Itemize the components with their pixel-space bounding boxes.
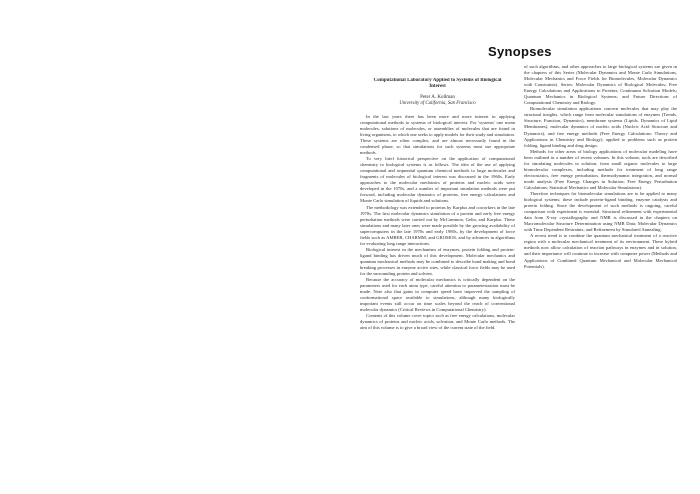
author-name: Peter A. Kollman [420, 94, 455, 100]
article-title: Computational Laboratory Applied to Systems of Biological Interest [373, 78, 502, 90]
right-column [524, 64, 677, 484]
paragraph: Because the accuracy of molecular mechanics is critically dependent on the parameters used for each atom type, careful attention to parameterization must be made. Note also that gains in computer speed have improved the sampling of conformational space available to simulations, although many biologically important events still occur on time scales beyond the reach of conventional molecular dynamics (Critical Reviews in Computational Chemistry). [360, 277, 515, 313]
paragraph: A recent trend is to combine the quantum mechanical treatment of a reactive region with a molecular mechanical treatment of its environment. These hybrid methods now allow calculation of reaction pathways in enzymes and in solution, and their importance will continue to increase with computer power (Methods and Applications of Combined Quantum Mechanical and Molecular Mechanical Potentials). [524, 233, 677, 269]
left-column [360, 78, 515, 483]
paragraph: Methods for other areas of biology applications of molecular modeling have been outlined in a number of recent volumes. In this volume, tools are described for simulating molecules in solution, from small organic molecules to large biomolecular complexes, including methods for treatment of long range electrostatics, free energy perturbation, thermodynamic integration, and normal mode analysis (Free Energy Changes in Solution; Free Energy Perturbation Calculations; Statistical Mechanics and Molecular Simulations). [524, 148, 677, 190]
paragraph: To very brief historical perspective on the application of computational chemistry to biological systems is as follows. The idea of the use of applying computational and sequential quantum chemical methods to large molecules and fragments of molecules of biological interest was discussed in the 1960s. Early approaches to the molecular mechanics of proteins and nucleic acids were developed in the 1970s, and a number of important simulation methods were put forward, including molecular dynamics of proteins, free energy calculations and Monte Carlo simulation of liquids and solutions. [360, 156, 515, 204]
paragraph: of such algorithms, and other approaches to large biological systems are given in the chapters of this Series (Molecular Dynamics and Monte Carlo Simulations, Molecular Mechanics and Force Fields for Biomolecules, Molecular Dynamics with Constraints). Series: Molecular Dynamics of Biological Molecules; Free Energy Calculations and Applications to Proteins; Continuum Solvation Models; Quantum Mechanics in Biological Systems; and Future Directions of Computational Chemistry and Biology. [524, 64, 677, 106]
paragraph: Biological interest in the mechanism of enzymes, protein folding and protein-ligand binding has driven much of this development. Molecular mechanics and quantum mechanical methods may be combined to describe bond making and bond breaking processes in enzyme active sites, while classical force fields may be used for the surrounding protein and solvent. [360, 246, 515, 277]
author-affiliation: University of California, San Francisco [399, 100, 476, 106]
paragraph: Therefore techniques for biomolecular simulations are to be applied to many biological systems; these include protein-ligand binding, enzyme catalysis and protein folding. Since the development of such methods is ongoing, careful comparison with experiment is essential. Structural refinement with experimental data from X-ray crystallography and NMR is discussed in the chapters on Macromolecular Structure Determination using NMR Data; Molecular Dynamics with Time Dependent Restraints; and Refinement by Simulated Annealing. [524, 190, 677, 233]
paragraph: The methodology was extended to proteins by Karplus and coworkers in the late 1970s. The first molecular dynamics simulation of a protein and early free energy perturbation methods were carried out by McCammon, Gelin, and Karplus. These simulations and many later ones were made possible by the growing availability of supercomputers in the late 1970s and early 1980s, by the development of force fields such as AMBER, CHARMM, and GROMOS, and by advances in algorithms for evaluating long range interactions. [360, 204, 515, 246]
paragraph: In the last years there has been more and more interest in applying computational methods to systems of biological interest. For 'systems' one mean molecules, solutions of molecules, or assemblies of molecules that are found in living organisms, to which one seeks to apply models for their study and simulation. These systems are often complex, and are almost necessarily found in the condensed phase, so that simulations for such systems must use appropriate methods. [360, 113, 515, 156]
paragraph: Contents of this volume cover topics such as free energy calculations, molecular dynamics of proteins and nucleic acids, solvation, and Monte Carlo methods. The aim of this volume is to give a broad view of the current state of the field. [360, 313, 515, 331]
paragraph: Biomolecular simulation applications concern molecules that may play the structural insights, which range from molecular simulations of enzymes (Trends, Structure, Function, Dynamics), membrane systems (Lipids, Dynamics of Lipid Membranes), molecular dynamics of nucleic acids (Nucleic Acid Structure and Dynamics), and free energy methods (Free Energy Calculations: Theory and Applications in Chemistry and Biology), applied to problems such as protein folding, ligand binding and drug design. [524, 106, 677, 148]
section-header: Synopses [488, 44, 552, 59]
